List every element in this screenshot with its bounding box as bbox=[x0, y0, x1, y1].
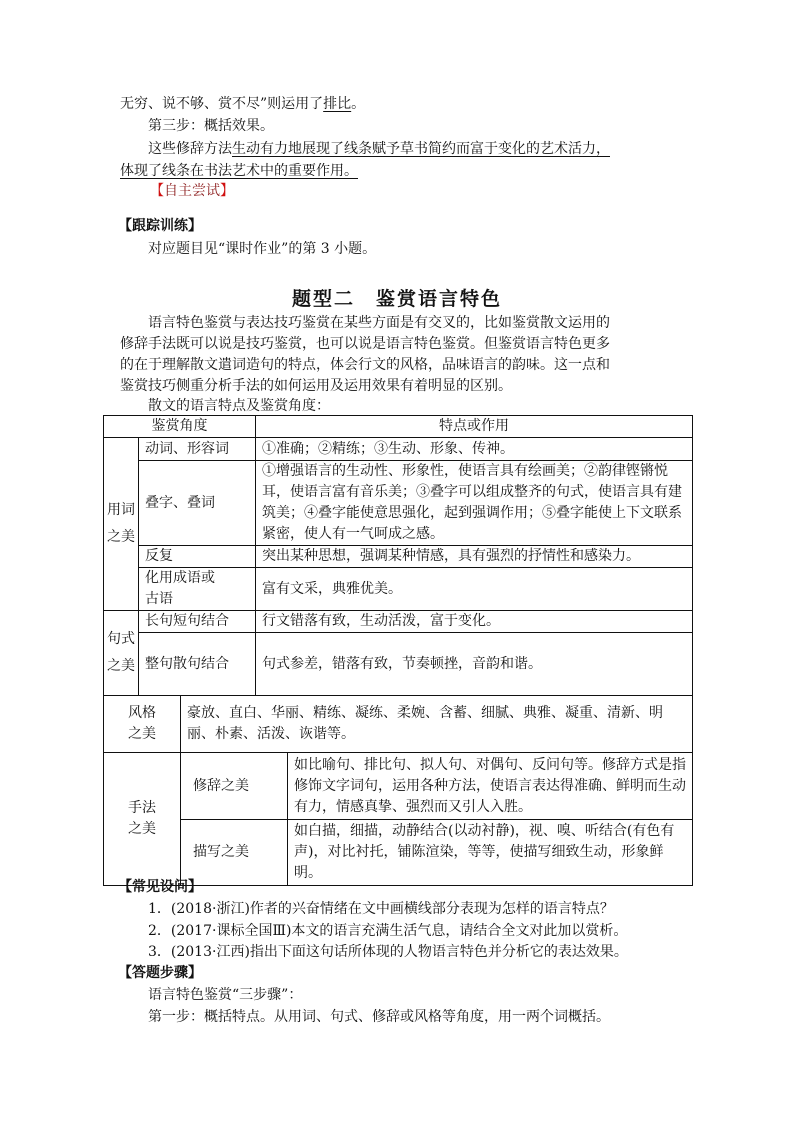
self-try-heading bbox=[150, 181, 234, 201]
group-sentence: 句式之美 bbox=[104, 611, 139, 696]
row-key: 动词、形容词 bbox=[139, 438, 256, 461]
row-key: 描写之美 bbox=[181, 820, 288, 886]
row-value: 豪放、直白、华丽、精练、凝练、柔婉、含蓄、细腻、典雅、凝重、清新、明丽、朴素、活泼、诙谐等。 bbox=[181, 696, 693, 753]
row-value: 富有文采，典雅优美。 bbox=[256, 568, 693, 611]
row-key: 修辞之美 bbox=[181, 753, 288, 820]
row-value: 如白描，细描，动静结合(以动衬静)，视、嗅、听结合(有色有声)，对比衬托，铺陈渲染，等等，使描写细致生动，形象鲜明。 bbox=[288, 820, 693, 886]
questions-heading: 【常见设问】 bbox=[118, 879, 202, 895]
row-value: ①增强语言的生动性、形象性，使语言具有绘画美；②韵律铿锵悦耳，使语言富有音乐美；③叠字可以组成整齐的句式，使语言具有建筑美；④叠字能使意思强化，起到强调作用；⑤叠字能使上下文联系紧密，使人有一气呵成之感。 bbox=[256, 461, 693, 546]
underlined-answer: 体现了线条在书法艺术中的重要作用。 bbox=[120, 163, 358, 179]
track-text: 对应题目见“课时作业”的第 3 小题。 bbox=[148, 241, 377, 257]
row-key: 叠字、叠词 bbox=[139, 461, 256, 546]
group-technique: 手法之美 bbox=[104, 753, 181, 886]
intro-line: 的在于理解散文遣词造句的特点，体会行文的风格，品味语言的韵味。这一点和 bbox=[120, 357, 610, 373]
group-word: 用词之美 bbox=[104, 438, 139, 611]
steps-heading: 【答题步骤】 bbox=[118, 965, 202, 981]
text: 。 bbox=[351, 96, 366, 112]
steps-intro: 语言特色鉴赏“三步骤”： bbox=[148, 987, 303, 1003]
row-value: 句式参差，错落有致，节奏顿挫，音韵和谐。 bbox=[256, 633, 693, 696]
intro-line: 语言特色鉴赏与表达技巧鉴赏在某些方面是有交叉的，比如鉴赏散文运用的 bbox=[148, 315, 610, 331]
question-item: 3．(2013·江西)指出下面这句话所体现的人物语言特色并分析它的表达效果。 bbox=[148, 944, 628, 960]
text: 无穷、说不够、赏不尽”则运用了 bbox=[120, 96, 324, 112]
bracket: 【 bbox=[150, 183, 164, 199]
underlined-answer: 生动有力地展现了线条赋予草书简约而富于变化的艺术活力， bbox=[232, 141, 610, 157]
header-angle: 鉴赏角度 bbox=[104, 416, 256, 438]
row-key: 反复 bbox=[139, 546, 256, 568]
bracket: 】 bbox=[220, 183, 234, 199]
section-title: 题型二 鉴赏语言特色 bbox=[291, 288, 502, 310]
text-line bbox=[148, 139, 610, 159]
row-key: 整句散句结合 bbox=[139, 633, 256, 696]
text-line bbox=[120, 94, 365, 114]
underlined-answer: 排比 bbox=[323, 96, 352, 112]
row-key: 长句短句结合 bbox=[139, 611, 256, 633]
text-line bbox=[120, 161, 358, 181]
group-style: 风格之美 bbox=[104, 696, 181, 753]
row-value: 如比喻句、排比句、拟人句、对偶句、反问句等。修辞方式是指修饰文字词句，运用各种方法，使语言表达得准确、鲜明而生动有力，情感真挚、强烈而又引人入胜。 bbox=[288, 753, 693, 820]
row-key: 化用成语或古语 bbox=[139, 568, 256, 611]
language-features-table bbox=[103, 415, 693, 886]
table-caption: 散文的语言特点及鉴赏角度： bbox=[148, 398, 330, 414]
row-value: 突出某种思想，强调某种情感，具有强烈的抒情性和感染力。 bbox=[256, 546, 693, 568]
question-item: 2．(2017·课标全国Ⅲ)本文的语言充满生活气息，请结合全文对此加以赏析。 bbox=[148, 923, 628, 939]
track-heading: 【跟踪训练】 bbox=[118, 218, 202, 234]
step1-text: 第一步：概括特点。从用词、句式、修辞或风格等角度，用一两个词概括。 bbox=[148, 1009, 610, 1025]
intro-line: 鉴赏技巧侧重分析手法的如何运用及运用效果有着明显的区别。 bbox=[120, 378, 512, 394]
row-value: ①准确；②精练；③生动、形象、传神。 bbox=[256, 438, 693, 461]
intro-line: 修辞手法既可以说是技巧鉴赏，也可以说是语言特色鉴赏。但鉴赏语言特色更多 bbox=[120, 336, 610, 352]
text: 这些修辞方法 bbox=[148, 141, 232, 157]
self-try-label: 自主尝试 bbox=[164, 183, 220, 199]
header-feature: 特点或作用 bbox=[256, 416, 693, 438]
step3-text: 第三步：概括效果。 bbox=[148, 118, 274, 134]
question-item: 1．(2018·浙江)作者的兴奋情绪在文中画横线部分表现为怎样的语言特点？ bbox=[148, 901, 614, 917]
row-value: 行文错落有致，生动活泼，富于变化。 bbox=[256, 611, 693, 633]
